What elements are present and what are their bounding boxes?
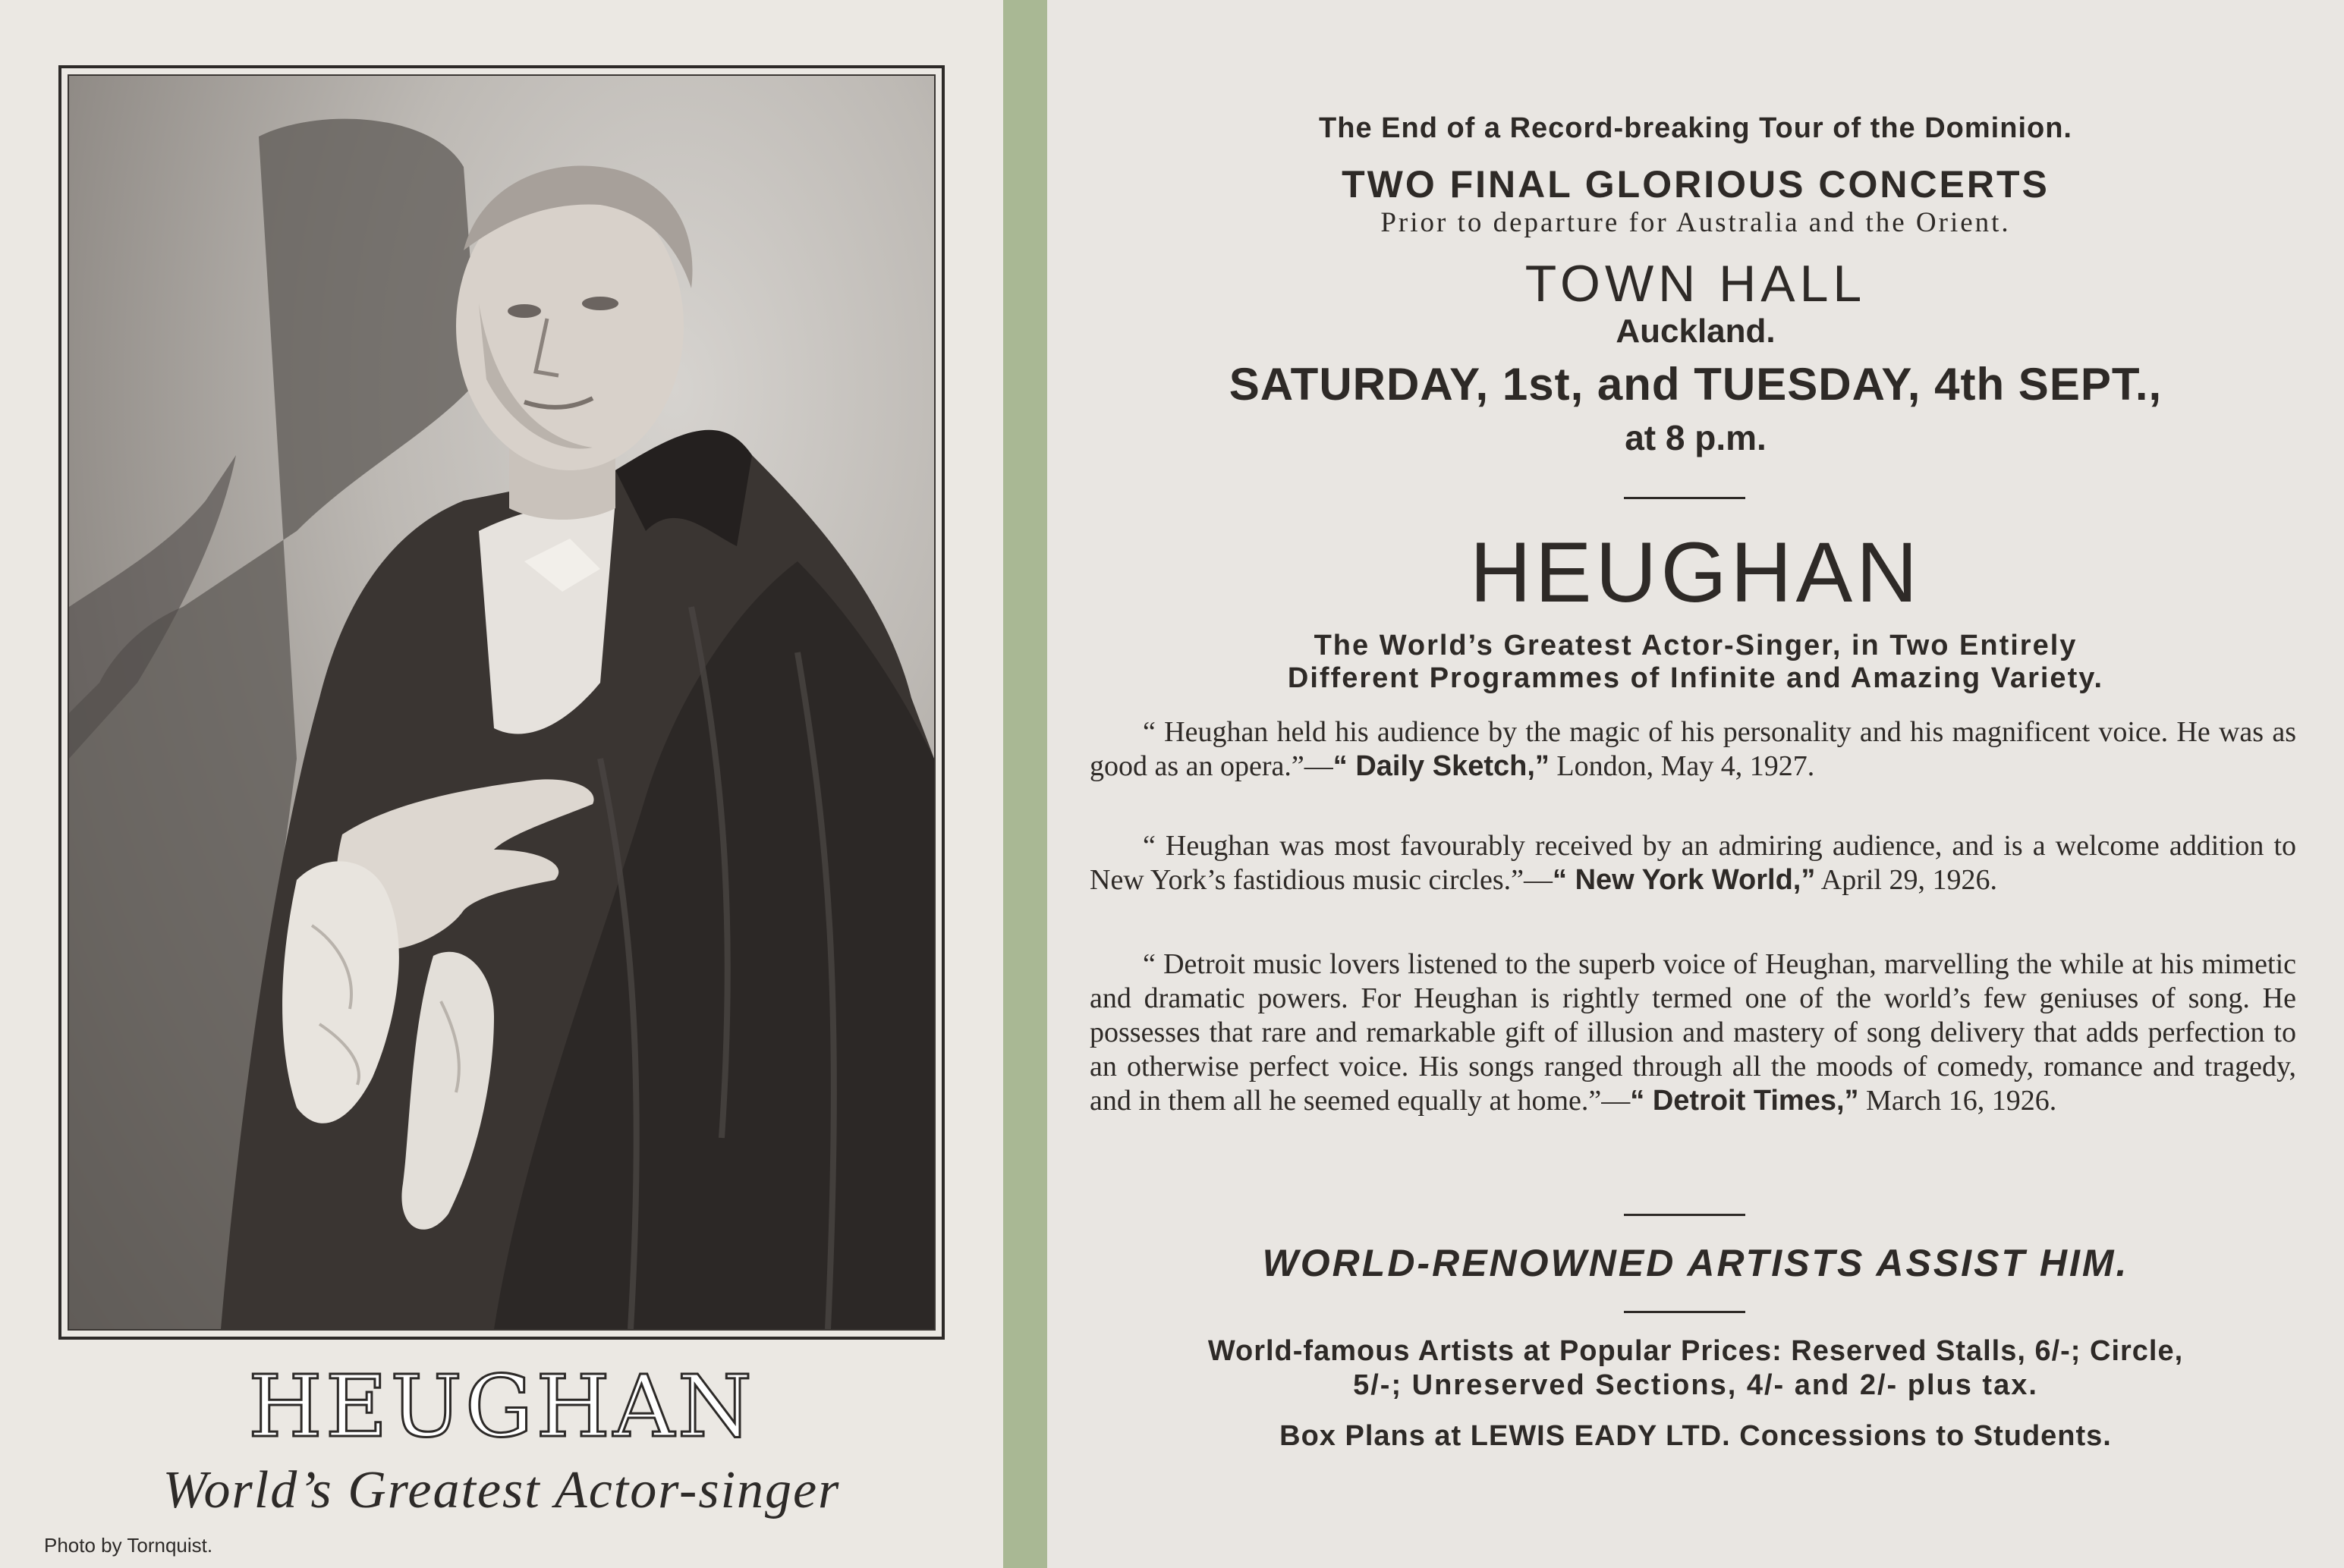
divider bbox=[1624, 1214, 1745, 1216]
quote-daily-sketch bbox=[1090, 715, 2296, 784]
tagline-1: The World’s Greatest Actor-Singer, in Two Entirely bbox=[1314, 630, 2078, 661]
divider bbox=[1624, 497, 1745, 499]
quote-text: “ Heughan was most favourably received by an admiring audience, and is a welcome addition to New York’s fastidious music circles.”— bbox=[1090, 830, 2296, 896]
divider bbox=[1624, 1311, 1745, 1313]
venue: TOWN HALL bbox=[1524, 255, 1867, 313]
right-card bbox=[1047, 0, 2344, 1568]
concert-dates: SATURDAY, 1st, and TUESDAY, 4th SEPT., bbox=[1229, 359, 2163, 410]
quote-source: “ Daily Sketch,” bbox=[1332, 750, 1550, 782]
prices-line-1: World-famous Artists at Popular Prices: Reserved Stalls, 6/-; Circle, bbox=[1207, 1335, 2184, 1367]
photo-credit: Photo by Tornquist. bbox=[44, 1534, 213, 1557]
quote-date: London, May 4, 1927. bbox=[1549, 750, 1815, 782]
quote-text: “ Detroit music lovers listened to the superb voice of Heughan, marvelling the while at his mimetic and dramatic powers. For Heughan is rightly termed one of the world’s few geniuses of song. He possesses that rare and remarkable gift of illusion and mastery of song delivery that adds perfection to an otherwise perfect voice. His songs ranged through all the moods of comedy, romance and tragedy, and in them all he seemed equally at home.”— bbox=[1090, 948, 2296, 1117]
quote-source: “ Detroit Times,” bbox=[1630, 1085, 1859, 1117]
quote-source: “ New York World,” bbox=[1553, 864, 1816, 896]
departure-line: Prior to departure for Australia and the Orient. bbox=[1380, 207, 2011, 238]
left-subtitle: World’s Greatest Actor-singer bbox=[162, 1461, 841, 1519]
photo-frame bbox=[58, 65, 945, 1340]
assist-heading: WORLD-RENOWNED ARTISTS ASSIST HIM. bbox=[1262, 1242, 2129, 1284]
portrait-photo bbox=[68, 74, 936, 1331]
left-title: HEUGHAN bbox=[248, 1358, 755, 1456]
concerts-heading: TWO FINAL GLORIOUS CONCERTS bbox=[1342, 163, 2050, 206]
quote-date: April 29, 1926. bbox=[1815, 864, 1997, 896]
quote-new-york-world bbox=[1090, 829, 2296, 897]
tagline-2: Different Programmes of Infinite and Amazing Variety. bbox=[1287, 662, 2104, 694]
quote-date: March 16, 1926. bbox=[1858, 1085, 2057, 1117]
headline: HEUGHAN bbox=[1469, 525, 1922, 620]
quote-detroit-times bbox=[1090, 947, 2296, 1118]
prices-line-2: 5/-; Unreserved Sections, 4/- and 2/- plus tax. bbox=[1353, 1369, 2038, 1401]
left-card bbox=[0, 0, 1003, 1568]
portrait-illustration bbox=[69, 76, 934, 1329]
box-plans: Box Plans at LEWIS EADY LTD. Concessions to Students. bbox=[1279, 1420, 2112, 1452]
tour-line: The End of a Record-breaking Tour of the Dominion. bbox=[1319, 112, 2072, 144]
concert-time: at 8 p.m. bbox=[1625, 418, 1767, 457]
quote-text: “ Heughan held his audience by the magic of his personality and his magnificent voice. He was as good as an opera.”— bbox=[1090, 716, 2296, 782]
city: Auckland. bbox=[1616, 313, 1776, 350]
